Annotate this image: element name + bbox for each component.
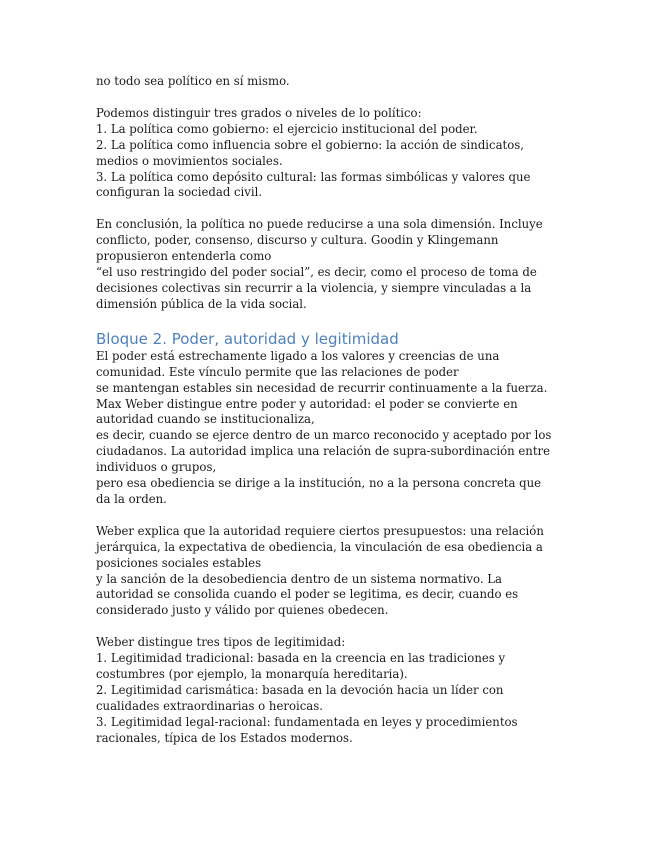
list-item	[96, 122, 564, 138]
text-line: no todo sea político en sí mismo.	[96, 74, 290, 88]
text-line: Weber explica que la autoridad requiere ciertos presupuestos: una relación	[96, 523, 544, 538]
text-line: da la orden.	[96, 491, 167, 506]
text-line: cualidades extraordinarias o heroicas.	[96, 698, 323, 713]
list-item	[96, 138, 564, 170]
text-line: se mantengan estables sin necesidad de recurrir continuamente a la fuerza.	[96, 380, 548, 395]
grados-section	[96, 106, 564, 201]
text-line: jerárquica, la expectativa de obediencia, la vinculación de esa obediencia a	[96, 539, 543, 554]
text-line: racionales, típica de los Estados modernos.	[96, 730, 353, 745]
text-line: “el uso restringido del poder social”, es decir, como el proceso de toma de	[96, 265, 537, 280]
list-item	[96, 683, 564, 715]
conclusion-paragraph	[96, 217, 564, 312]
legitimidad-section	[96, 635, 564, 746]
text-line: comunidad. Este vínculo permite que las relaciones de poder	[96, 364, 459, 379]
list-item	[96, 651, 564, 683]
text-line: pero esa obediencia se dirige a la institución, no a la persona concreta que	[96, 476, 542, 491]
text-line: individuos o grupos,	[96, 460, 217, 475]
text-line: medios o movimientos sociales.	[96, 153, 283, 168]
grados-intro	[96, 106, 564, 122]
intro-line	[96, 74, 564, 90]
text-line: 1. Legitimidad tradicional: basada en la creencia en las tradiciones y	[96, 651, 506, 666]
text-line: autoridad se consolida cuando el poder se legitima, es decir, cuando es	[96, 587, 519, 602]
text-line: En conclusión, la política no puede reducirse a una sola dimensión. Incluye	[96, 217, 543, 232]
text-line: dimensión pública de la vida social.	[96, 296, 307, 311]
text-line: 2. Legitimidad carismática: basada en la devoción hacia un líder con	[96, 683, 504, 697]
text-line: 3. La política como depósito cultural: las formas simbólicas y valores que	[96, 169, 531, 184]
list-item	[96, 170, 564, 202]
text-line: ciudadanos. La autoridad implica una relación de supra-subordinación entre	[96, 444, 551, 459]
text-line: 3. Legitimidad legal-racional: fundamentada en leyes y procedimientos	[96, 714, 518, 729]
text-line: El poder está estrechamente ligado a los valores y creencias de una	[96, 348, 500, 363]
text-line: considerado justo y válido por quienes obedecen.	[96, 603, 389, 618]
text-line: Max Weber distingue entre poder y autoridad: el poder se convierte en	[96, 396, 518, 411]
text-line: decisiones colectivas sin recurrir a la violencia, y siempre vinculadas a la	[96, 280, 532, 295]
text-line: Weber distingue tres tipos de legitimidad:	[96, 635, 346, 650]
text-line: conflicto, poder, consenso, discurso y cultura. Goodin y Klingemann	[96, 233, 499, 248]
text-line: 2. La política como influencia sobre el gobierno: la acción de sindicatos,	[96, 137, 524, 152]
text-line: Podemos distinguir tres grados o niveles de lo político:	[96, 105, 422, 120]
grados-list	[96, 122, 564, 202]
text-line: posiciones sociales estables	[96, 555, 262, 570]
text-line: autoridad cuando se institucionaliza,	[96, 412, 315, 427]
autoridad-paragraph	[96, 524, 564, 619]
text-line: y la sanción de la desobediencia dentro de un sistema normativo. La	[96, 571, 502, 586]
section-heading: Bloque 2. Poder, autoridad y legitimidad	[96, 329, 399, 348]
text-line: 1. La política como gobierno: el ejercicio institucional del poder.	[96, 121, 478, 136]
list-item	[96, 715, 564, 747]
legitimidad-intro	[96, 635, 564, 651]
text-line: configuran la sociedad civil.	[96, 185, 263, 200]
legitimidad-list	[96, 651, 564, 746]
text-line: es decir, cuando se ejerce dentro de un marco reconocido y aceptado por los	[96, 428, 552, 443]
text-line: costumbres (por ejemplo, la monarquía hereditaria).	[96, 667, 408, 682]
poder-paragraph	[96, 349, 564, 508]
document-page	[96, 74, 564, 747]
text-line: propusieron entenderla como	[96, 249, 272, 264]
